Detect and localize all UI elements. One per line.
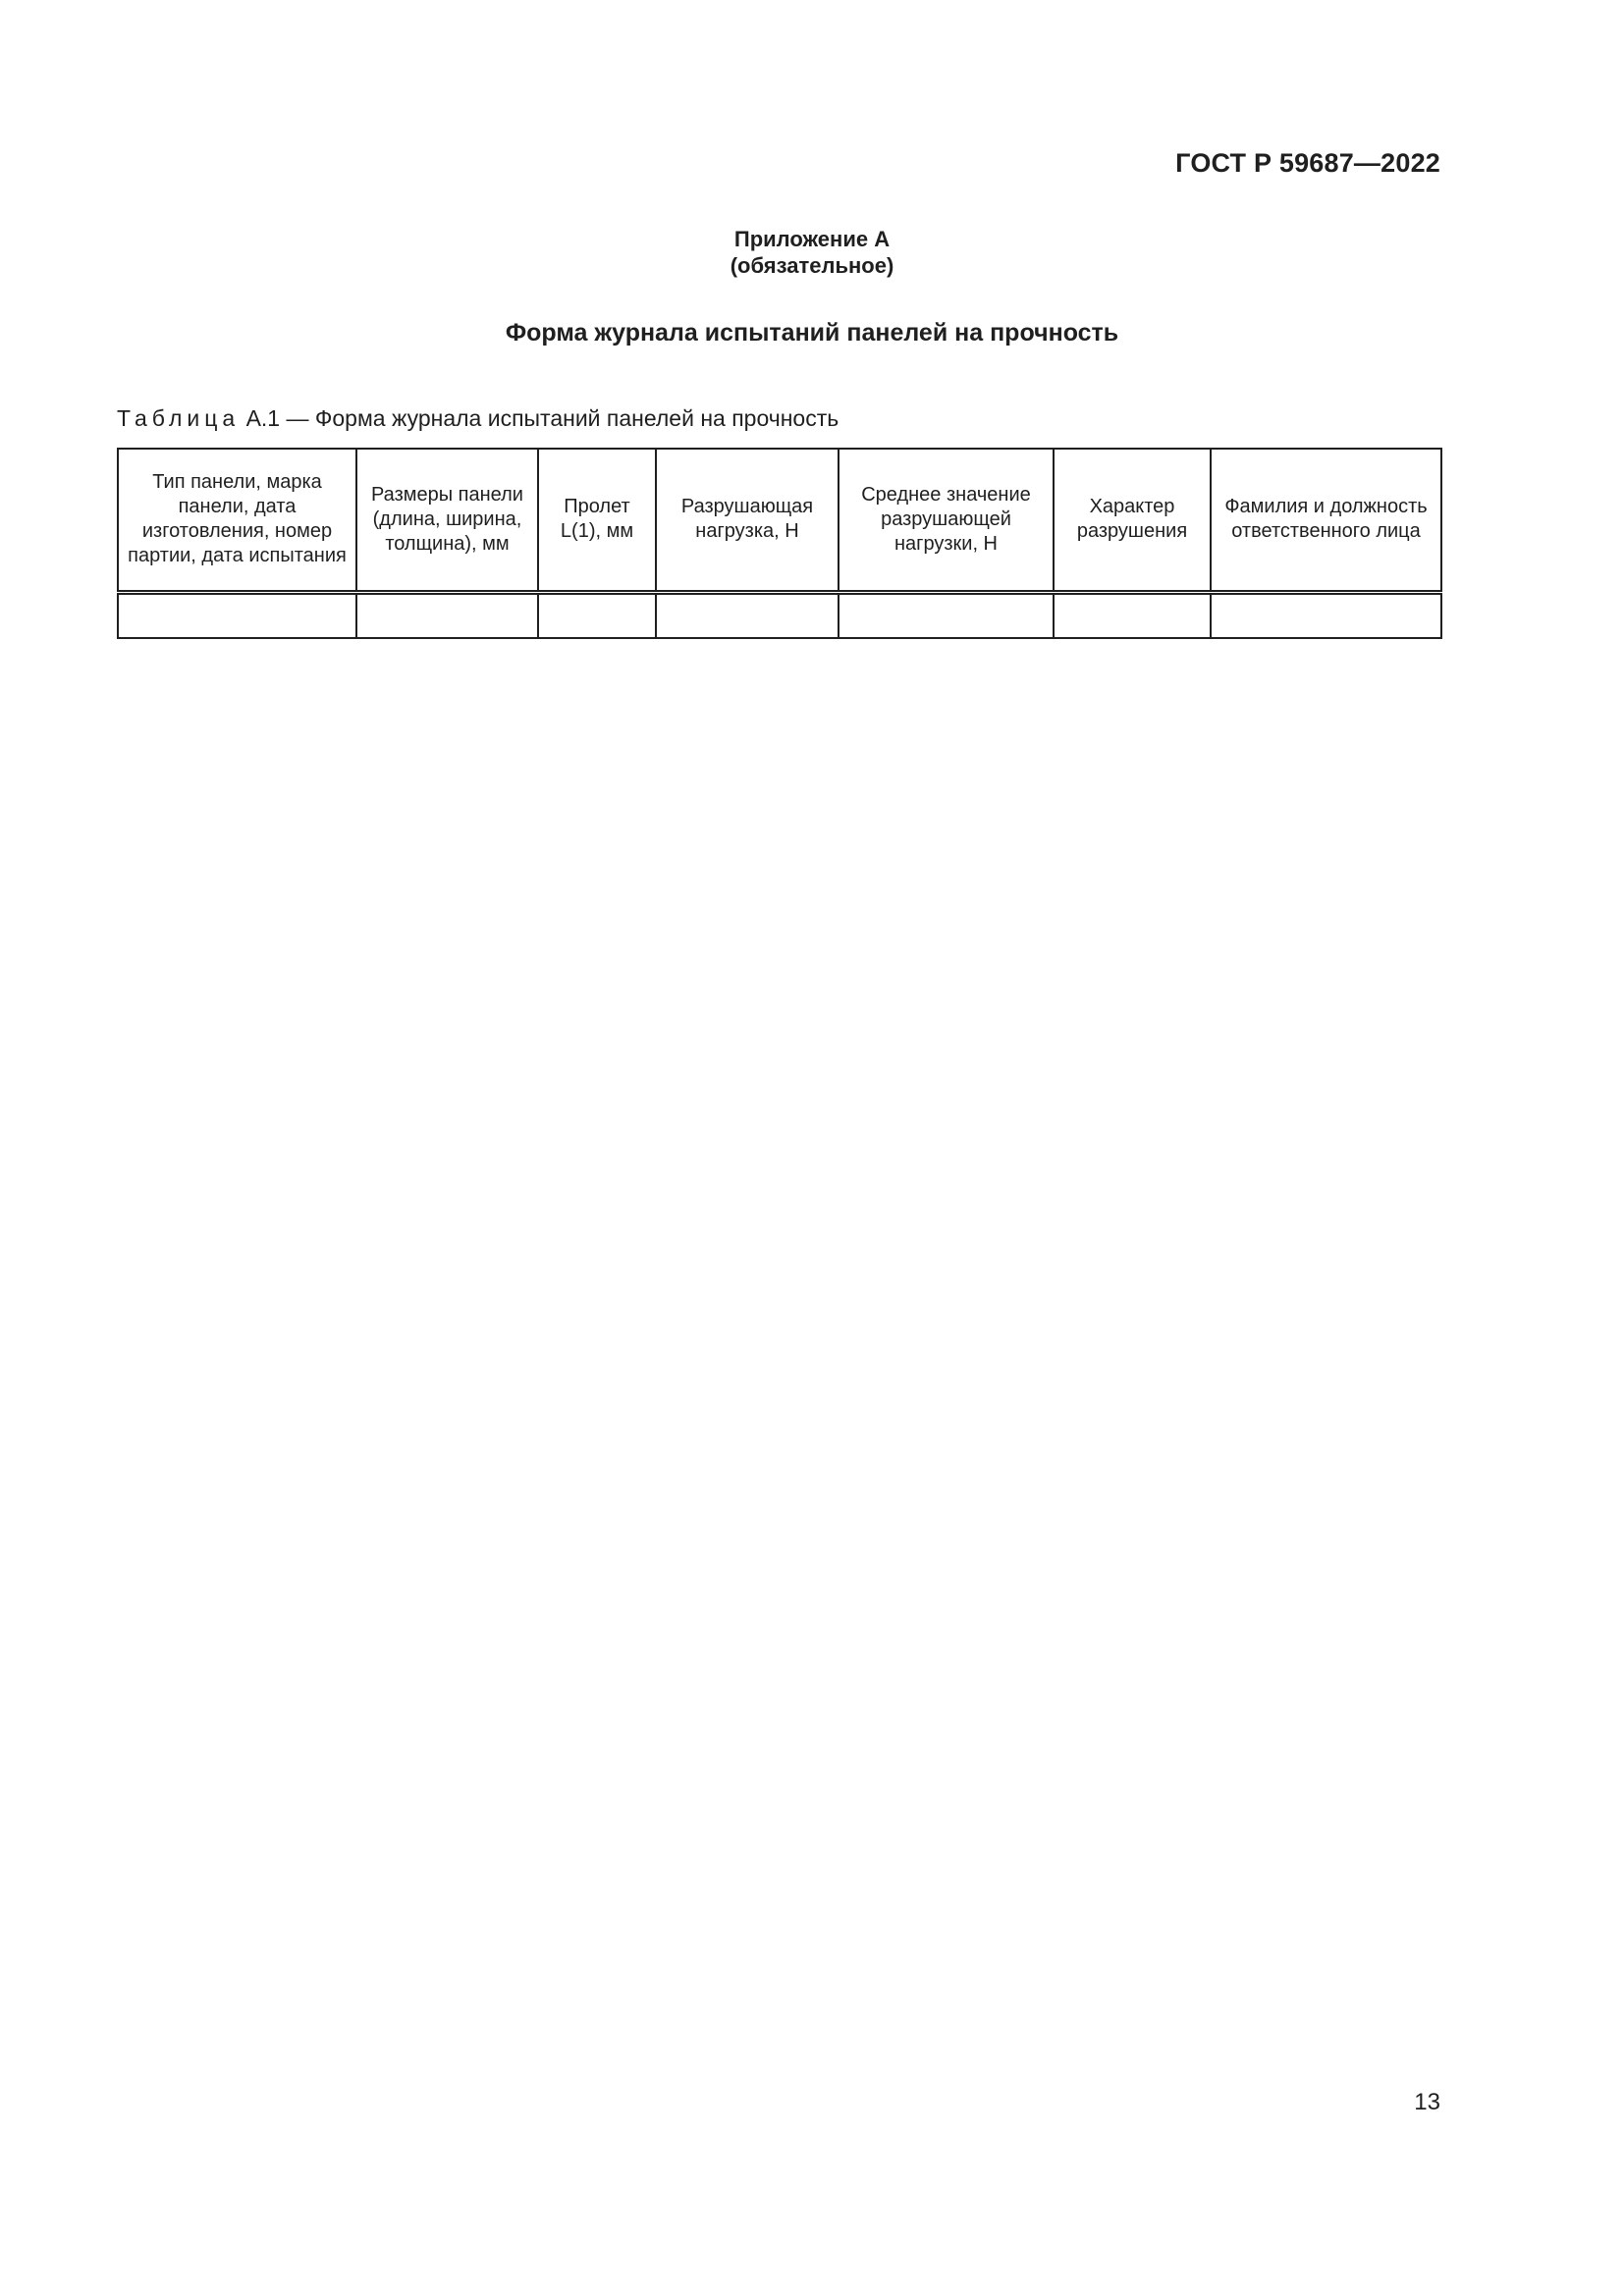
table-header-row: [118, 449, 1441, 592]
column-header-failure-mode: Характер разрушения: [1054, 449, 1211, 592]
table-cell[interactable]: [538, 592, 656, 638]
column-header-panel-size: Размеры панели (длина, ширина, толщина), мм: [356, 449, 538, 592]
table-row: [118, 592, 1441, 638]
table-cell[interactable]: [1054, 592, 1211, 638]
column-header-breaking-load: Разрушающая нагрузка, Н: [656, 449, 839, 592]
table-cell[interactable]: [839, 592, 1054, 638]
table-cell[interactable]: [656, 592, 839, 638]
table-cell[interactable]: [1211, 592, 1441, 638]
appendix-title: Приложение А: [733, 227, 891, 251]
table-caption-label: Таблица: [117, 405, 241, 431]
column-header-span: Пролет L(1), мм: [538, 449, 656, 592]
form-title: Форма журнала испытаний панелей на прочность: [505, 319, 1119, 347]
appendix-heading: [0, 226, 1624, 279]
column-header-mean-breaking-load: Среднее значение разрушающей нагрузки, Н: [839, 449, 1054, 592]
table-cell[interactable]: [118, 592, 356, 638]
column-header-responsible-person: Фамилия и должность ответственного лица: [1211, 449, 1441, 592]
test-journal-table: [117, 448, 1442, 639]
table-caption: [117, 405, 839, 432]
page-number: 13: [1414, 2089, 1440, 2115]
document-code: ГОСТ Р 59687—2022: [1175, 148, 1440, 178]
column-header-panel-type: Тип панели, марка панели, дата изготовления, номер партии, дата испытания: [118, 449, 356, 592]
table-caption-text: А.1 — Форма журнала испытаний панелей на прочность: [245, 405, 839, 431]
appendix-status: (обязательное): [730, 253, 894, 278]
table-cell[interactable]: [356, 592, 538, 638]
